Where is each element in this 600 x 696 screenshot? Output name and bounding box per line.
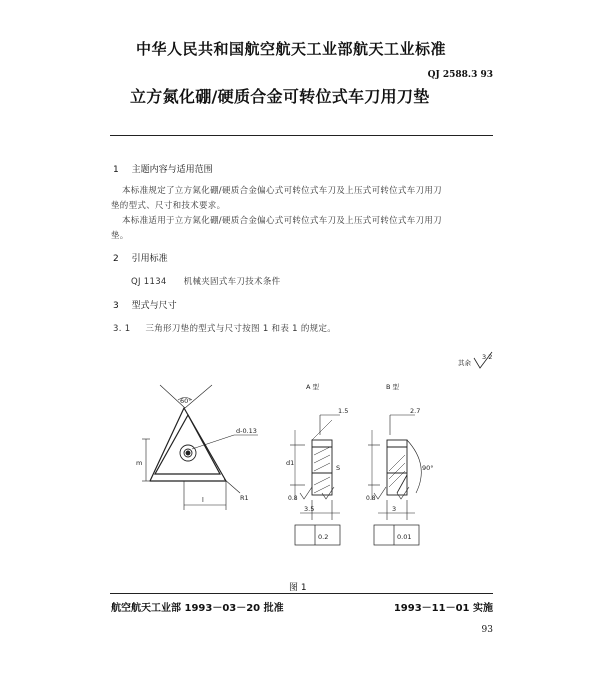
reference-entry — [131, 275, 280, 287]
angle-90-label: 90° — [422, 464, 434, 472]
section-1-heading — [113, 162, 213, 175]
figure-1-drawing — [136, 375, 470, 570]
radius-r1-label: R1 — [240, 494, 249, 502]
roughness-symbol-icon — [472, 350, 502, 372]
section-2-heading — [113, 251, 168, 264]
standard-code: QJ 2588.3 93 — [427, 70, 493, 80]
section-title: 型式与尺寸 — [131, 301, 177, 311]
diameter-label: d-0.13 — [236, 427, 257, 435]
paragraph-2-line-2: 垫。 — [111, 231, 129, 241]
height-m-label: m — [136, 459, 143, 467]
roughness-label: 其余 — [458, 359, 471, 367]
header-rule — [110, 135, 493, 136]
dim-2-7-label: 2.7 — [410, 407, 421, 415]
paragraph-1-line-1: 本标准规定了立方氮化硼/硬质合金偏心式可转位式车刀及上压式可转位式车刀用刀 — [122, 186, 442, 196]
section-3-heading — [113, 298, 177, 311]
paragraph-1-line-2: 垫的型式、尺寸和技术要求。 — [111, 201, 226, 211]
tolerance-a-label: 0.2 — [318, 533, 329, 541]
dim-s-label: S — [336, 464, 341, 472]
tolerance-b-label: 0.01 — [397, 533, 412, 541]
subsection-number: 3. 1 — [113, 324, 131, 334]
section-number: 3 — [113, 301, 119, 311]
issuing-organization: 中华人民共和国航空航天工业部航天工业标准 — [136, 40, 447, 58]
section-title: 主题内容与适用范围 — [131, 165, 213, 175]
implementation-date: 1993－11－01 实施 — [393, 603, 493, 614]
type-b-label: B 型 — [386, 383, 400, 391]
angle-60-label: 60° — [180, 397, 192, 405]
section-number: 2 — [113, 254, 119, 264]
dim-1-5-label: 1.5 — [338, 407, 349, 415]
document-title: 立方氮化硼/硬质合金可转位式车刀用刀垫 — [130, 87, 430, 106]
paragraph-2-line-1: 本标准适用于立方氮化硼/硬质合金偏心式可转位式车刀及上压式可转位式车刀用刀 — [122, 216, 442, 226]
length-l-label: l — [202, 496, 204, 504]
footer-rule — [110, 593, 493, 594]
triangle-insert-view — [142, 385, 258, 510]
type-b-section-view — [368, 415, 421, 545]
dim-3-label: 3 — [392, 505, 397, 513]
section-3-1 — [113, 322, 336, 334]
reference-title: 机械夹固式车刀技术条件 — [183, 277, 281, 287]
roughness-b-label: 0.8 — [366, 495, 376, 502]
section-number: 1 — [113, 165, 119, 175]
dim-3-5-label: 3.5 — [304, 505, 315, 513]
type-a-section-view — [290, 415, 340, 545]
type-a-label: A 型 — [306, 383, 320, 391]
page-number: 93 — [481, 625, 493, 635]
roughness-value: 3.2 — [482, 353, 493, 361]
subsection-text: 三角形刀垫的型式与尺寸按图 1 和表 1 的规定。 — [145, 324, 337, 334]
figure-caption: 图 1 — [289, 583, 307, 593]
section-title: 引用标准 — [131, 254, 168, 264]
reference-code: QJ 1134 — [131, 277, 167, 287]
dim-d1-label: d1 — [286, 459, 295, 467]
roughness-a-label: 0.8 — [288, 495, 298, 502]
approval-date: 航空航天工业部 1993－03－20 批准 — [111, 603, 284, 614]
